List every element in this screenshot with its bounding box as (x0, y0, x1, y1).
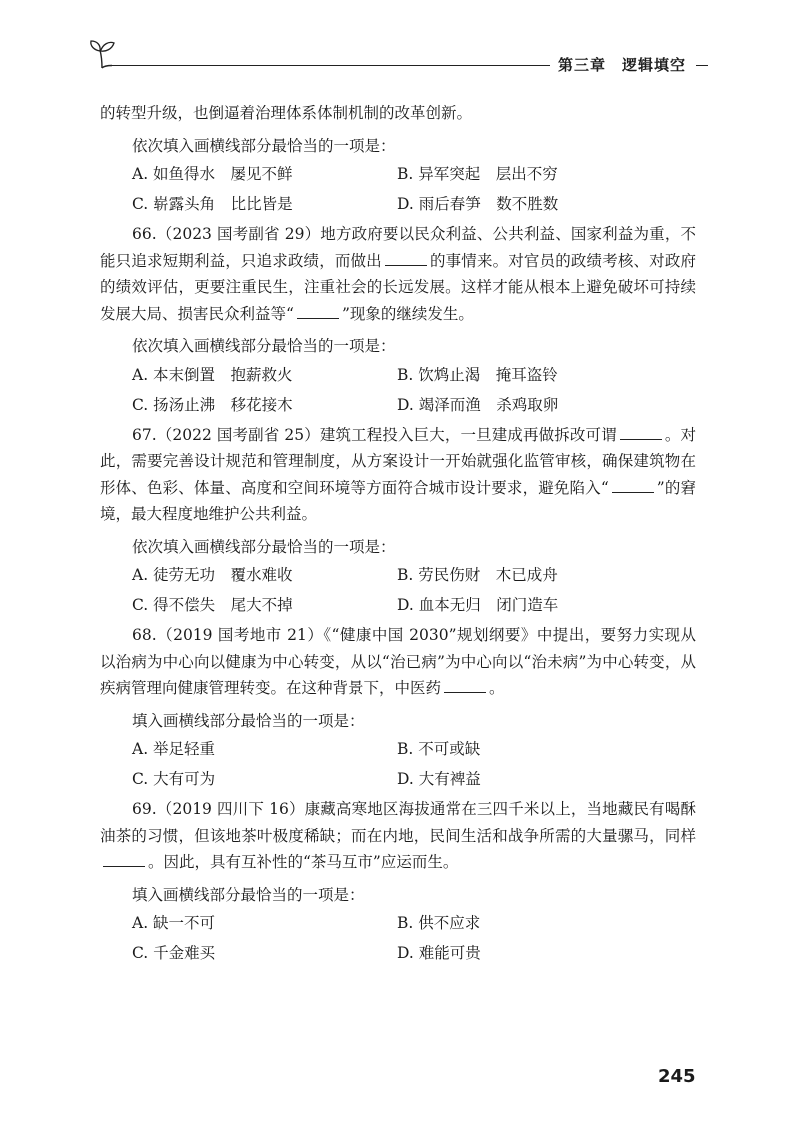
question-68 (100, 622, 696, 702)
option-a: A. 本末倒置 抱薪救火 (132, 365, 293, 384)
question-prompt: 依次填入画横线部分最恰当的一项是： (132, 537, 396, 556)
option-d: D. 竭泽而渔 杀鸡取卵 (397, 395, 559, 414)
option-b: B. 异军突起 层出不穷 (397, 165, 558, 183)
continuation-text: 的转型升级，也倒逼着治理体系体制机制的改革创新。 (100, 104, 473, 122)
chapter-title (550, 55, 696, 75)
question-text: 。 (489, 679, 505, 697)
question-text: ”的窘境，最大程度地维护公共利益。 (100, 478, 696, 523)
question-prompt: 填入画横线部分最恰当的一项是： (132, 711, 365, 730)
option-b: B. 供不应求 (397, 914, 481, 932)
option-d: D. 难能可贵 (397, 944, 481, 962)
option-c: C. 得不偿失 尾大不掉 (132, 596, 293, 614)
option-d: D. 雨后春笋 数不胜数 (397, 195, 559, 213)
question-text: 69.（2019 四川下 16）康藏高寒地区海拔通常在三四千米以上，当地藏民有喝酥油茶的习惯，但该地茶叶极度稀缺；而在内地，民间生活和战争所需的大量骡马，同样 (100, 800, 696, 845)
answer-blank (612, 478, 654, 493)
option-list (132, 362, 696, 418)
option-a: A. 徒劳无功 覆水难收 (132, 566, 293, 584)
answer-blank (297, 304, 339, 319)
option-list (132, 161, 696, 217)
option-list (132, 910, 696, 966)
question-67 (100, 422, 696, 528)
answer-blank (444, 678, 486, 693)
question-text: ”现象的继续发生。 (341, 304, 474, 323)
question-prompt: 依次填入画横线部分最恰当的一项是： (132, 136, 396, 155)
question-text: 67.（2022 国考副省 25）建筑工程投入巨大，一旦建成再做拆改可谓 (132, 425, 617, 444)
page-number: 245 (658, 1066, 696, 1087)
option-c: C. 大有可为 (132, 770, 216, 788)
option-c: C. 扬汤止沸 移花接木 (132, 395, 293, 414)
option-b: B. 劳民伤财 木已成舟 (397, 566, 558, 584)
section-label: 逻辑填空 (622, 56, 687, 74)
question-69 (100, 796, 696, 876)
option-list (132, 562, 696, 618)
option-a: A. 如鱼得水 屡见不鲜 (132, 165, 293, 183)
question-text: 的事情来。对官员的政绩考核、对政府的绩效评估，更要注重民生，注重社会的长远发展。这样才能从根本上避免破坏可持续发展大局、损害民众利益等“ (100, 251, 696, 323)
option-list (132, 736, 696, 792)
question-text: 。因此，具有互补性的“茶马互市”应运而生。 (148, 853, 459, 871)
option-a: A. 举足轻重 (132, 740, 216, 758)
sprout-icon (88, 38, 128, 72)
option-d: D. 大有裨益 (397, 770, 481, 788)
option-b: B. 饮鸩止渴 掩耳盗铃 (397, 365, 558, 384)
option-c: C. 千金难买 (132, 944, 216, 962)
option-c: C. 崭露头角 比比皆是 (132, 195, 293, 213)
page-header (88, 38, 708, 78)
question-prompt: 填入画横线部分最恰当的一项是： (132, 885, 365, 904)
question-prompt: 依次填入画横线部分最恰当的一项是： (132, 337, 396, 355)
option-a: A. 缺一不可 (132, 914, 216, 932)
question-66 (100, 221, 696, 327)
answer-blank (385, 251, 427, 266)
answer-blank (620, 425, 662, 440)
option-b: B. 不可或缺 (397, 740, 481, 758)
answer-blank (103, 852, 145, 867)
question-text: 68.（2019 国考地市 21）《“健康中国 2030”规划纲要》中提出，要努力实现从以治病为中心向以健康为中心转变，从以“治已病”为中心向以“治未病”为中心转变，从疾病管理向健康管理转变。在这种背景下，中医药 (100, 626, 696, 697)
page-content (100, 100, 696, 970)
question-text: 66.（2023 国考副省 29）地方政府要以民众利益、公共利益、国家利益为重，不能只追求短期利益，只追求政绩，而做出 (100, 225, 696, 270)
chapter-label: 第三章 (558, 56, 607, 74)
option-d: D. 血本无归 闭门造车 (397, 596, 559, 614)
question-text: 。对此，需要完善设计规范和管理制度，从方案设计一开始就强化监管审核，确保建筑物在形体、色彩、体量、高度和空间环境等方面符合城市设计要求，避免陷入“ (100, 425, 696, 497)
